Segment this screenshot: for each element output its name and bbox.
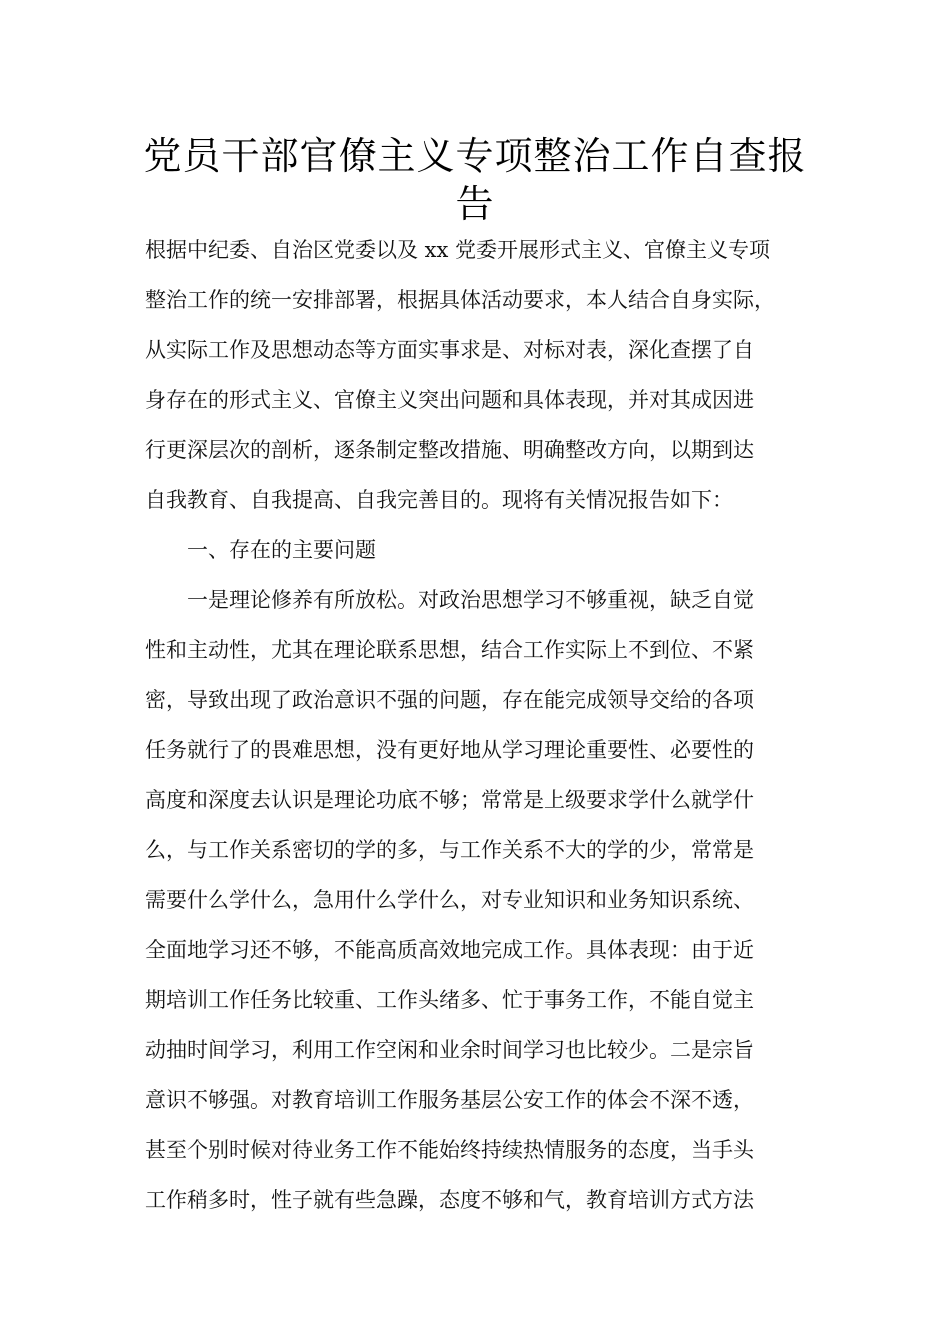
body-line: 意识不够强。对教育培训工作服务基层公安工作的体会不深不透， [145, 1088, 754, 1112]
body-line: 自我教育、自我提高、自我完善目的。现将有关情况报告如下： [145, 488, 733, 512]
body-line: 需要什么学什么，急用什么学什么，对专业知识和业务知识系统、 [145, 888, 754, 912]
document-title-line-2: 告 [455, 182, 495, 226]
body-line: 性和主动性，尤其在理论联系思想，结合工作实际上不到位、不紧 [145, 638, 754, 662]
body-line: 根据中纪委、自治区党委以及 xx 党委开展形式主义、官僚主义专项 [145, 238, 771, 262]
section-heading: 一、存在的主要问题 [187, 538, 376, 562]
body-line: 任务就行了的畏难思想，没有更好地从学习理论重要性、必要性的 [145, 738, 754, 762]
body-line: 整治工作的统一安排部署，根据具体活动要求，本人结合自身实际， [145, 288, 775, 312]
body-line: 甚至个别时候对待业务工作不能始终持续热情服务的态度，当手头 [145, 1138, 754, 1162]
body-line: 工作稍多时，性子就有些急躁，态度不够和气，教育培训方式方法 [145, 1188, 754, 1212]
body-line: 一是理论修养有所放松。对政治思想学习不够重视，缺乏自觉 [187, 588, 754, 612]
document-title-line-1: 党员干部官僚主义专项整治工作自查报 [143, 134, 807, 178]
body-line: 高度和深度去认识是理论功底不够；常常是上级要求学什么就学什 [145, 788, 754, 812]
body-line: 么，与工作关系密切的学的多，与工作关系不大的学的少，常常是 [145, 838, 754, 862]
body-line: 期培训工作任务比较重、工作头绪多、忙于事务工作，不能自觉主 [145, 988, 754, 1012]
body-line: 行更深层次的剖析，逐条制定整改措施、明确整改方向，以期到达 [145, 438, 754, 462]
body-line: 身存在的形式主义、官僚主义突出问题和具体表现，并对其成因进 [145, 388, 754, 412]
body-line: 密，导致出现了政治意识不强的问题，存在能完成领导交给的各项 [145, 688, 754, 712]
body-line: 动抽时间学习，利用工作空闲和业余时间学习也比较少。二是宗旨 [145, 1038, 754, 1062]
body-line: 从实际工作及思想动态等方面实事求是、对标对表，深化查摆了自 [145, 338, 754, 362]
body-line: 全面地学习还不够，不能高质高效地完成工作。具体表现：由于近 [145, 938, 754, 962]
